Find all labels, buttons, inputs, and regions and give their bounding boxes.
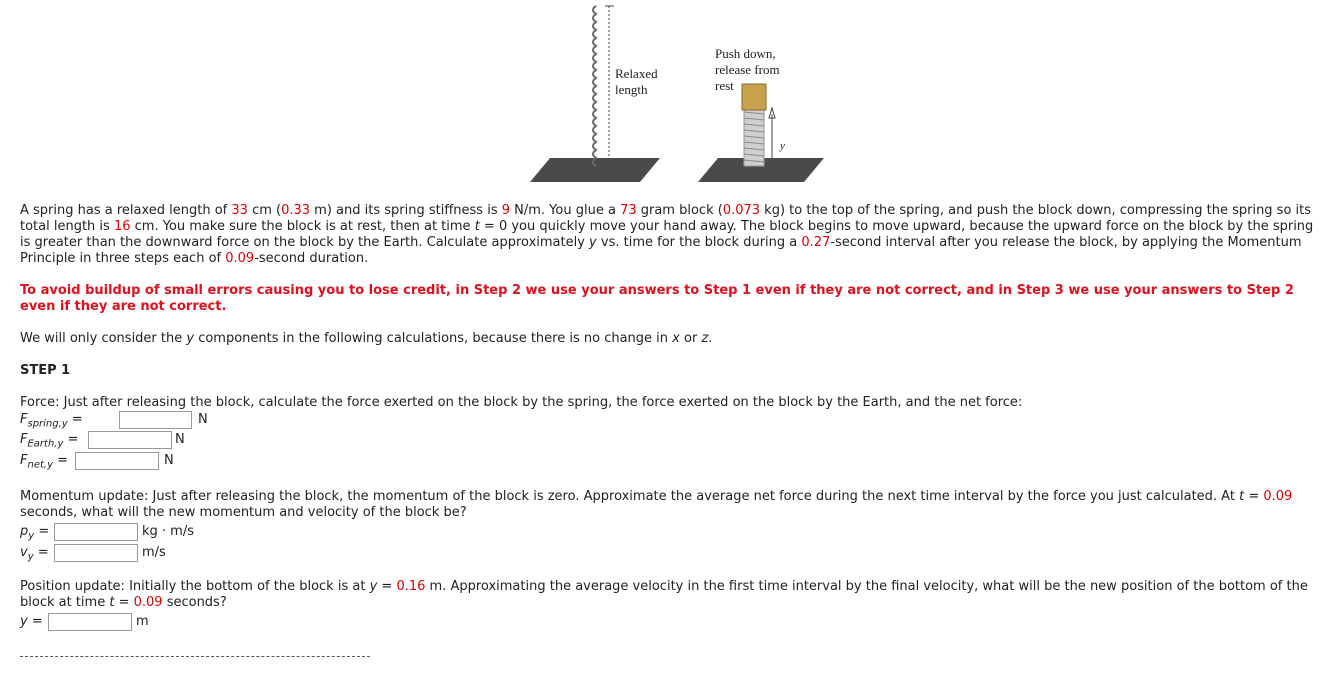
f-net-unit: N: [164, 453, 174, 468]
y-input[interactable]: [48, 613, 132, 631]
momentum-prompt: Momentum update: Just after releasing the block, the momentum of the block is zero. Approximate the average net force during the next time interval by the force you just calculated. At t = 0.09 seconds, what will the new momentum and velocity of the block be?: [20, 489, 1293, 520]
py-row: [20, 523, 194, 542]
ground-plate-left: [530, 158, 660, 182]
py-input[interactable]: [54, 523, 138, 541]
divider: [20, 656, 370, 657]
f-earth-row: [20, 431, 185, 450]
vy-unit: m/s: [142, 545, 166, 560]
spring-figure: [530, 0, 840, 190]
spring-diagram: [530, 0, 840, 190]
y-axis-label: y: [780, 140, 785, 152]
y-row: [20, 613, 149, 631]
y-unit: m: [136, 614, 149, 629]
components-note: We will only consider the y components in the following calculations, because there is no change in x or z.: [20, 331, 713, 346]
relaxed-spring: [593, 6, 596, 166]
y-label: y =: [20, 614, 43, 629]
py-label: $p_y$ =: [20, 524, 50, 542]
push-down-caption: Push down, release from rest: [715, 46, 780, 93]
f-net-row: [20, 452, 174, 471]
f-earth-input[interactable]: [88, 431, 172, 449]
step1-title: STEP 1: [20, 363, 71, 378]
f-earth-label: $F_{Earth,y}$ =: [20, 432, 79, 450]
problem-statement: A spring has a relaxed length of 33 cm (0.33 m) and its spring stiffness is 9 N/m. You glue a 73 gram block (0.073 kg) to the top of the spring, and push the block down, compressing the spring so its total length is 16 cm. You make sure the block is at rest, then at time t = 0 you quickly move your hand away. The block begins to move upward, because the upward force on the block by the spring is greater than the downward force on the block by the Earth. Calculate approximately y vs. time for the block during a 0.27-second interval after you release the block, by applying the Momentum Principle in three steps each of 0.09-second duration.: [20, 203, 1314, 266]
f-net-label: $F_{net,y}$ =: [20, 453, 69, 471]
vy-label: $v_y$ =: [20, 545, 49, 563]
position-prompt: Position update: Initially the bottom of the block is at y = 0.16 m. Approximating the average velocity in the first time interval by the final velocity, what will be the new position of the bottom of the block at time t = 0.09 seconds?: [20, 579, 1308, 610]
vy-row: [20, 544, 166, 563]
py-unit: kg · m/s: [142, 524, 194, 539]
f-spring-unit: N: [198, 412, 208, 427]
f-spring-input[interactable]: [119, 411, 192, 429]
f-spring-label: $F_{spring,y}$ =: [20, 412, 83, 430]
warning-text: To avoid buildup of small errors causing you to lose credit, in Step 2 we use your answers to Step 1 even if they are not correct, and in Step 3 we use your answers to Step 2 even if they are not correct.: [20, 283, 1294, 314]
vy-input[interactable]: [54, 544, 138, 562]
f-net-input[interactable]: [75, 452, 159, 470]
relaxed-length-caption: Relaxed length: [615, 66, 658, 97]
f-earth-unit: N: [175, 432, 185, 447]
force-prompt: Force: Just after releasing the block, calculate the force exerted on the block by the spring, the force exerted on the block by the Earth, and the net force:: [20, 395, 1023, 410]
f-spring-row: [20, 411, 208, 430]
